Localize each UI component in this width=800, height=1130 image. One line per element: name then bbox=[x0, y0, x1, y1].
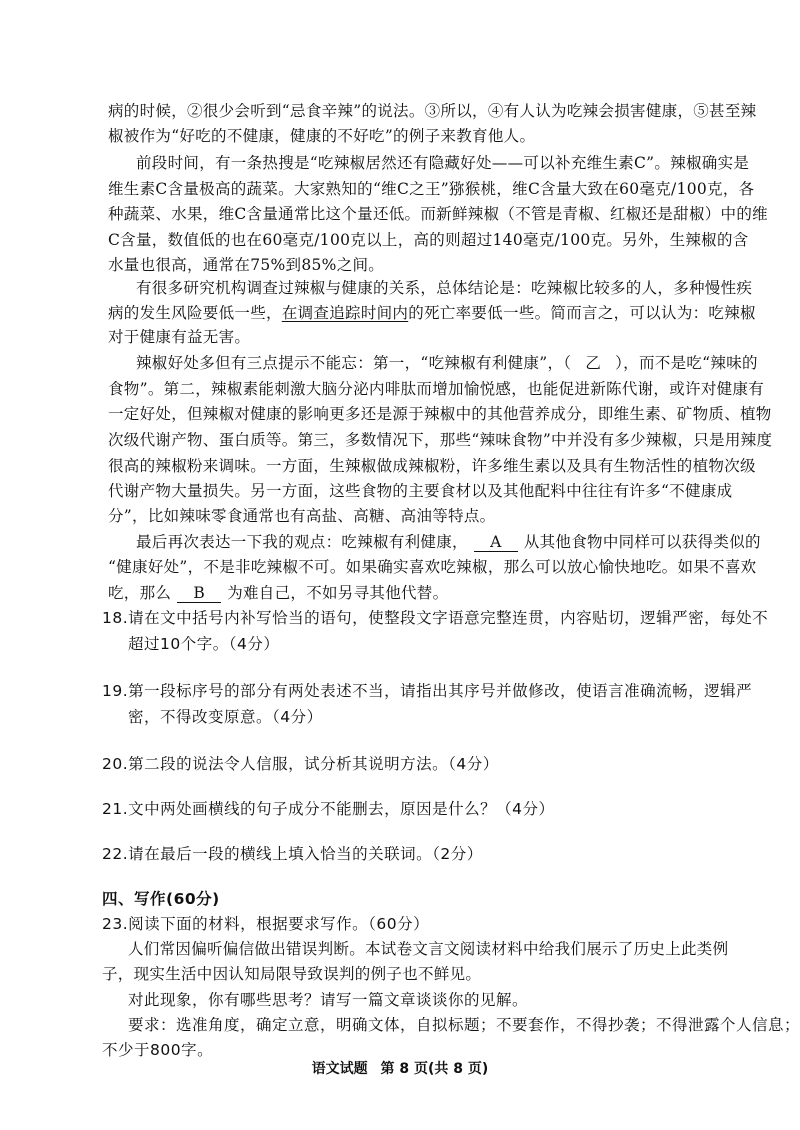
para3-line2 bbox=[108, 302, 756, 324]
para4-line5: 很高的辣椒粉来调味。一方面，生辣椒做成辣椒粉，许多维生素以及具有生物活性的植物次级 bbox=[108, 457, 756, 475]
question-23: 23.阅读下面的材料，根据要求写作。（60分） bbox=[102, 915, 430, 933]
footer-subject: 语文试题 bbox=[311, 1061, 368, 1077]
question-19-line1: 19.第一段标序号的部分有两处表述不当，请指出其序号并做修改，使语言准确流畅，逻辑严 bbox=[102, 682, 753, 700]
blank-a: A bbox=[474, 533, 518, 552]
writing-prompt: 对此现象，你有哪些思考？请写一篇文章谈谈你的见解。 bbox=[128, 991, 529, 1009]
para1-line2: 椒被作为“好吃的不健康，健康的不好吃”的例子来教育他人。 bbox=[108, 127, 536, 145]
para2-line2: 维生素C含量极高的蔬菜。大家熟知的“维C之王”猕猴桃，维C含量大致在60毫克/100克，各 bbox=[108, 180, 755, 198]
section-writing-title: 四、写作(60分) bbox=[102, 890, 220, 908]
blank-b: B bbox=[177, 584, 221, 603]
para3-line2-post: 的死亡率要低一些。简而言之，可以认为：吃辣椒 bbox=[408, 304, 756, 322]
para5-line1 bbox=[136, 531, 761, 553]
para4-line4: 次级代谢产物、蛋白质等。第三，多数情况下，那些“辣味食物”中并没有多少辣椒，只是用辣度 bbox=[108, 431, 773, 449]
question-20: 20.第二段的说法令人信服，试分析其说明方法。（4分） bbox=[102, 755, 499, 773]
para2-line3: 种蔬菜、水果，维C含量通常比这个量还低。而新鲜辣椒（不管是青椒、红椒还是甜椒）中的维 bbox=[108, 205, 768, 223]
para2-line5: 水量也很高，通常在75%到85%之间。 bbox=[108, 256, 385, 274]
para2-line4: C含量，数值低的也在60毫克/100克以上，高的则超过140毫克/100克。另外，生辣椒的含 bbox=[108, 231, 749, 249]
para5-line3 bbox=[108, 582, 698, 604]
blank-yi: 乙 bbox=[585, 354, 602, 372]
para5-line2: “健康好处”，不是非吃辣椒不可。如果确实喜欢吃辣椒，那么可以放心愉快地吃。如果不喜欢 bbox=[108, 558, 757, 576]
para3-line2-pre: 病的发生风险要低一些， bbox=[108, 304, 282, 322]
para4-line1-post: ），而不是吃“辣味的 bbox=[615, 354, 758, 372]
question-18-line2: 超过10个字。（4分） bbox=[128, 635, 280, 653]
para1-line1: 病的时候，②很少会听到“忌食辛辣”的说法。③所以，④有人认为吃辣会损害健康，⑤甚至辣 bbox=[108, 102, 757, 120]
question-18-line1: 18.请在文中括号内补写恰当的语句，使整段文字语意完整连贯，内容贴切，逻辑严密，每处不 bbox=[102, 609, 769, 627]
page-footer bbox=[0, 1058, 800, 1078]
para5-line3-pre: 吃，那么 bbox=[108, 584, 172, 602]
material-line1: 人们常因偏听偏信做出错误判断。本试卷文言文阅读材料中给我们展示了历史上此类例 bbox=[128, 940, 729, 958]
underlined-phrase: 在调查追踪时间内 bbox=[281, 304, 409, 322]
para4-line6: 代谢产物大量损失。另一方面，这些食物的主要食材以及其他配料中往往有许多“不健康成 bbox=[108, 482, 733, 500]
material-line2: 子，现实生活中因认知局限导致误判的例子也不鲜见。 bbox=[102, 965, 482, 983]
para3-line3: 对于健康有益无害。 bbox=[108, 328, 251, 346]
writing-requirements-line1: 要求：选准角度，确定立意，明确文体，自拟标题；不要套作，不得抄袭；不得泄露个人信息； bbox=[128, 1016, 800, 1034]
question-19-line2: 密，不得改变原意。（4分） bbox=[128, 708, 323, 726]
writing-requirements-line2: 不少于800字。 bbox=[102, 1041, 214, 1059]
para4-line1 bbox=[136, 352, 758, 374]
para4-line3: 一定好处，但辣椒对健康的影响更多还是源于辣椒中的其他营养成分，即维生素、矿物质、植物 bbox=[108, 405, 772, 423]
para4-line2: 食物”。第二，辣椒素能刺激大脑分泌内啡肽而增加愉悦感，也能促进新陈代谢，或许对健康有 bbox=[108, 380, 765, 398]
question-22: 22.请在最后一段的横线上填入恰当的关联词。（2分） bbox=[102, 845, 483, 863]
para4-line1-pre: 辣椒好处多但有三点提示不能忘：第一，“吃辣椒有利健康”，（ bbox=[136, 354, 572, 372]
question-21: 21.文中两处画横线的句子成分不能删去，原因是什么？（4分） bbox=[102, 800, 555, 818]
para5-line1-post: 从其他食物中同样可以获得类似的 bbox=[523, 533, 761, 551]
footer-page-number: 第 8 页(共 8 页) bbox=[380, 1061, 489, 1077]
para5-line3-post: 为难自己，不如另寻其他代替。 bbox=[227, 584, 449, 602]
para4-line7: 分”，比如辣味零食通常也有高盐、高糖、高油等特点。 bbox=[108, 507, 496, 525]
para5-line1-pre: 最后再次表达一下我的观点：吃辣椒有利健康， bbox=[136, 533, 468, 551]
para2-line1: 前段时间，有一条热搜是“吃辣椒居然还有隐藏好处——可以补充维生素C”。辣椒确实是 bbox=[136, 154, 750, 172]
para3-line1: 有很多研究机构调查过辣椒与健康的关系，总体结论是：吃辣椒比较多的人，多种慢性疾 bbox=[136, 279, 753, 297]
